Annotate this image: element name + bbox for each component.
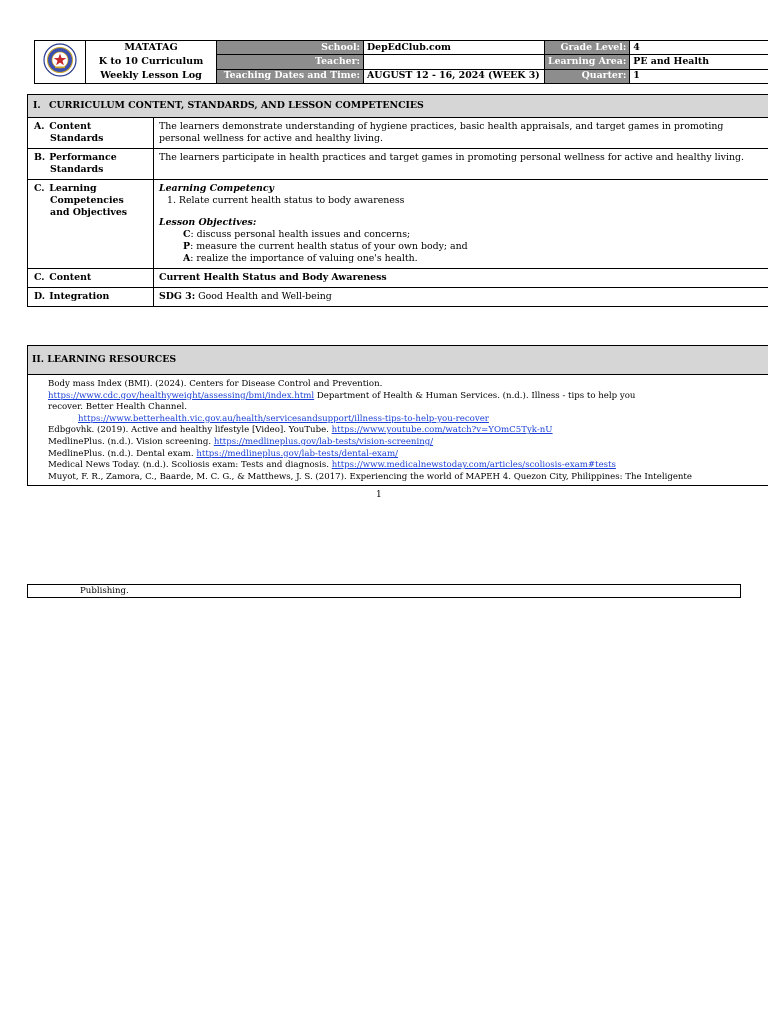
learning-competencies-cell[interactable] xyxy=(154,180,768,269)
section-1-title: CURRICULUM CONTENT, STANDARDS, AND LESSON COMPETENCIES xyxy=(49,99,424,111)
integration-row xyxy=(28,288,768,307)
betterhealth-link[interactable]: https://www.betterhealth.vic.gov.au/health/servicesandsupport/illness-tips-to-help-you-recover xyxy=(78,413,489,424)
content-standards-text[interactable]: The learners demonstrate understanding of hygiene practices, basic health appraisals, and target games in promoting personal wellness for active and healthy living. xyxy=(154,118,768,149)
title-line-3: Weekly Lesson Log xyxy=(100,70,202,81)
logo-cell xyxy=(35,41,86,84)
grade-level-label: Grade Level: xyxy=(545,41,630,55)
deped-seal-logo xyxy=(43,43,77,77)
cdc-bmi-link[interactable]: https://www.cdc.gov/healthyweight/assessing/bmi/index.html xyxy=(48,390,315,401)
quarter-value[interactable]: 1 xyxy=(630,69,768,83)
objective-c: C: discuss personal health issues and concerns; xyxy=(183,229,411,241)
learning-resources-continuation xyxy=(27,584,741,598)
objective-p: P: measure the current health status of your own body; and xyxy=(183,241,468,253)
teacher-label: Teacher: xyxy=(217,55,364,69)
content-row xyxy=(28,269,768,288)
reference-betterhealth-link-line xyxy=(48,414,766,426)
title-line-2: K to 10 Curriculum xyxy=(98,56,204,67)
content-standards-row xyxy=(28,118,768,149)
reference-health-channel-cont: recover. Better Health Channel. xyxy=(48,402,188,413)
learning-competency-item: 1. Relate current health status to body awareness xyxy=(167,195,405,207)
youtube-link[interactable]: https://www.youtube.com/watch?v=YOmC5Tyk-nU xyxy=(331,425,553,436)
school-value[interactable]: DepEdClub.com xyxy=(364,41,545,55)
section-1-heading xyxy=(28,95,768,118)
page-number: 1 xyxy=(376,490,382,500)
quarter-label: Quarter: xyxy=(545,69,630,83)
integration-label: D. Integration xyxy=(28,288,154,307)
learning-competencies-row xyxy=(28,180,768,269)
teaching-dates-label: Teaching Dates and Time: xyxy=(217,69,364,83)
performance-standards-text[interactable]: The learners participate in health practices and target games in promoting personal wellness for active and healthy living. xyxy=(154,149,768,180)
section-1-number: I. xyxy=(33,99,41,111)
reference-bmi: Body mass Index (BMI). (2024). Centers for Disease Control and Prevention. xyxy=(48,379,383,389)
reference-health-channel: https://www.cdc.gov/healthyweight/assessing/bmi/index.html Department of Health & Human Services. (n.d.). Illness - tips to help you xyxy=(48,390,636,401)
teaching-dates-value[interactable]: AUGUST 12 - 16, 2024 (WEEK 3) xyxy=(364,69,545,83)
grade-level-value[interactable]: 4 xyxy=(630,41,768,55)
section-2-heading: II. LEARNING RESOURCES xyxy=(28,346,768,375)
school-label: School: xyxy=(217,41,364,55)
performance-standards-label: B. Performance Standards xyxy=(28,149,154,180)
objective-a: A: realize the importance of valuing one's health. xyxy=(183,253,418,265)
header-table xyxy=(34,40,768,84)
reference-dental-exam: MedlinePlus. (n.d.). Dental exam. https://medlineplus.gov/lab-tests/dental-exam/ xyxy=(48,448,399,459)
reference-mapeh-book: Muyot, F. R., Zamora, C., Baarde, M. C. G., & Matthews, J. S. (2017). Experiencing the world of MAPEH 4. Quezon City, Philippines: The Inteligente xyxy=(48,471,692,482)
performance-standards-row xyxy=(28,149,768,180)
reference-mapeh-book-cont: Publishing. xyxy=(80,586,129,596)
title-line-1: MATATAG xyxy=(124,42,178,53)
lesson-log-title xyxy=(86,41,217,84)
reference-edbgovhk: Edbgovhk. (2019). Active and healthy lifestyle [Video]. YouTube. https://www.youtube.com/watch?v=YOmC5Tyk-nU xyxy=(48,425,553,436)
content-label: C. Content xyxy=(28,269,154,288)
reference-scoliosis: Medical News Today. (n.d.). Scoliosis exam: Tests and diagnosis. https://www.medicalnewstoday.com/articles/scoliosis-exam#tests xyxy=(48,460,616,471)
content-text[interactable]: Current Health Status and Body Awareness xyxy=(154,269,768,288)
integration-text[interactable]: SDG 3: Good Health and Well-being xyxy=(154,288,768,307)
learning-competencies-label: C. Learning Competencies and Objectives xyxy=(28,180,154,269)
content-standards-label: A. Content Standards xyxy=(28,118,154,149)
dental-exam-link[interactable]: https://medlineplus.gov/lab-tests/dental-exam/ xyxy=(196,448,399,459)
learning-area-label: Learning Area: xyxy=(545,55,630,69)
teacher-value[interactable] xyxy=(364,55,545,69)
references-list xyxy=(28,375,768,485)
scoliosis-link[interactable]: https://www.medicalnewstoday.com/articles/scoliosis-exam#tests xyxy=(331,460,616,471)
lesson-objectives-heading: Lesson Objectives: xyxy=(159,217,257,229)
learning-area-value[interactable]: PE and Health xyxy=(630,55,768,69)
curriculum-section xyxy=(27,94,768,307)
reference-vision-screening: MedlinePlus. (n.d.). Vision screening. https://medlineplus.gov/lab-tests/vision-screening/ xyxy=(48,436,434,447)
learning-resources-section xyxy=(27,345,768,486)
vision-screening-link[interactable]: https://medlineplus.gov/lab-tests/vision-screening/ xyxy=(213,436,434,447)
learning-competency-heading: Learning Competency xyxy=(159,183,275,195)
